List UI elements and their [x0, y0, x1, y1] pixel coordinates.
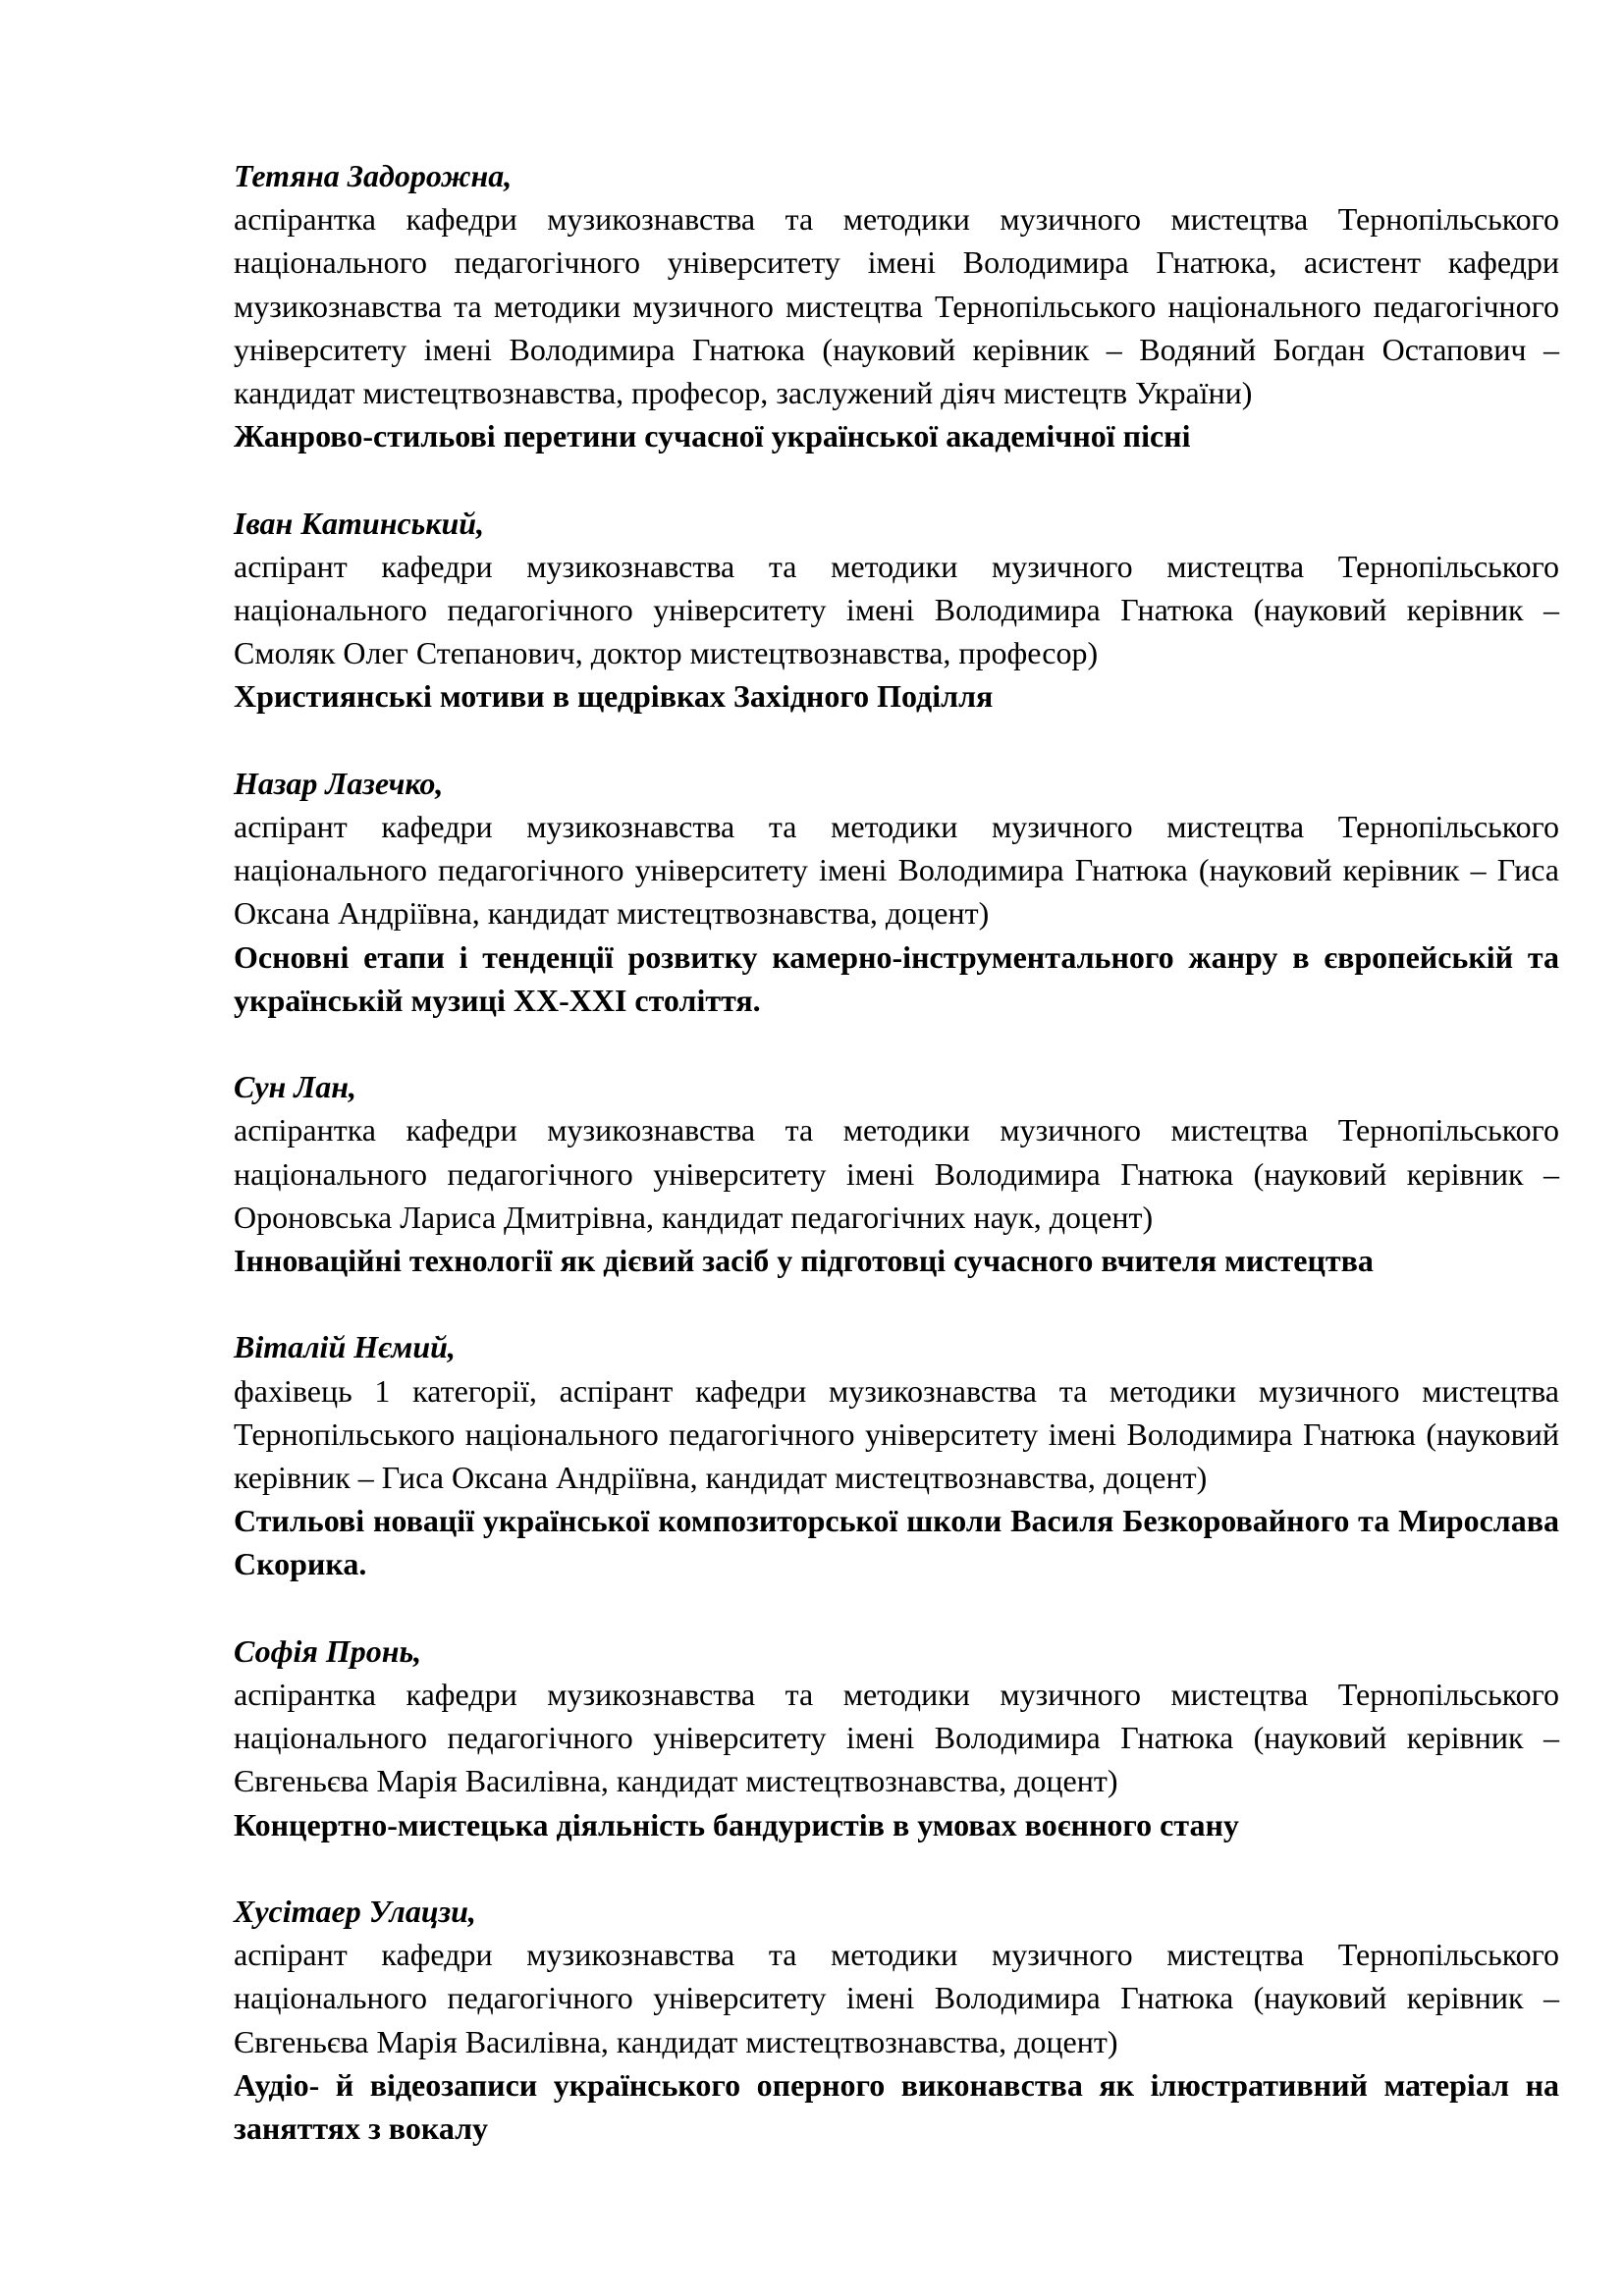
participants-list: [234, 154, 1559, 2193]
participant-affiliation: аспірантка кафедри музикознавства та методики музичного мистецтва Тернопільського національного педагогічного університету імені Володимира Гнатюка (науковий керівник – Ороновська Лариса Дмитрівна, кандидат педагогічних наук, доцент): [234, 1112, 1559, 1235]
participant-name: Тетяна Задорожна,: [234, 158, 513, 193]
participant-name: Хусітаер Улацзи,: [234, 1894, 476, 1930]
participant-name: Іван Катинський,: [234, 505, 485, 541]
report-title: Жанрово-стильові перетини сучасної української академічної пісні: [234, 418, 1191, 454]
report-title: Стильові новації української композиторської школи Василя Безкоровайного та Мирослава Скорика.: [234, 1503, 1559, 1582]
participant-entry: [234, 154, 1559, 457]
participant-entry: [234, 1629, 1559, 1846]
report-title: Концертно-мистецька діяльність бандуристів в умовах воєнного стану: [234, 1806, 1239, 1842]
participant-affiliation: аспірант кафедри музикознавства та методики музичного мистецтва Тернопільського національного педагогічного університету імені Володимира Гнатюка (науковий керівник – Гиса Оксана Андріївна, кандидат мистецтвознавства, доцент): [234, 809, 1559, 932]
participant-entry: [234, 1065, 1559, 1282]
participant-entry: [234, 1325, 1559, 1585]
report-title: Інноваційні технології як дієвий засіб у підготовці сучасного вчителя мистецтва: [234, 1243, 1374, 1279]
participant-entry: [234, 502, 1559, 719]
participant-name: Віталій Нємий,: [234, 1329, 456, 1365]
participant-name: Сун Лан,: [234, 1069, 357, 1105]
report-title: Аудіо- й відеозаписи українського оперного виконавства як ілюстративний матеріал на заняттях з вокалу: [234, 2066, 1559, 2147]
report-title: Основні етапи і тенденції розвитку камерно-інструментального жанру в європейській та українській музиці ХХ-ХХІ століття.: [234, 938, 1559, 1018]
participant-entry: [234, 762, 1559, 1022]
participant-affiliation: аспірант кафедри музикознавства та методики музичного мистецтва Тернопільського національного педагогічного університету імені Володимира Гнатюка (науковий керівник – Євгеньєва Марія Василівна, кандидат мистецтвознавства, доцент): [234, 1937, 1559, 2059]
report-title: Християнські мотиви в щедрівках Західного Поділля: [234, 678, 994, 715]
participant-affiliation: аспірантка кафедри музикознавства та методики музичного мистецтва Тернопільського національного педагогічного університету імені Володимира Гнатюка, асистент кафедри музикознавства та методики музичного мистецтва Тернопільського національного педагогічного університету імені Володимира Гнатюка (науковий керівник – Водяний Богдан Остапович – кандидат мистецтвознавства, професор, заслужений діяч мистецтв України): [234, 201, 1559, 411]
participant-affiliation: аспірант кафедри музикознавства та методики музичного мистецтва Тернопільського національного педагогічного університету імені Володимира Гнатюка (науковий керівник – Смоляк Олег Степанович, доктор мистецтвознавства, професор): [234, 548, 1559, 671]
participant-entry: [234, 1890, 1559, 2150]
participant-affiliation: фахівець 1 категорії, аспірант кафедри музикознавства та методики музичного мистецтва Тернопільського національного педагогічного університету імені Володимира Гнатюка (науковий керівник – Гиса Оксана Андріївна, кандидат мистецтвознавства, доцент): [234, 1372, 1559, 1496]
participant-name: Софія Пронь,: [234, 1632, 422, 1669]
participant-name: Назар Лазечко,: [234, 765, 444, 801]
participant-affiliation: аспірантка кафедри музикознавства та методики музичного мистецтва Тернопільського національного педагогічного університету імені Володимира Гнатюка (науковий керівник – Євгеньєва Марія Василівна, кандидат мистецтвознавства, доцент): [234, 1677, 1559, 1799]
